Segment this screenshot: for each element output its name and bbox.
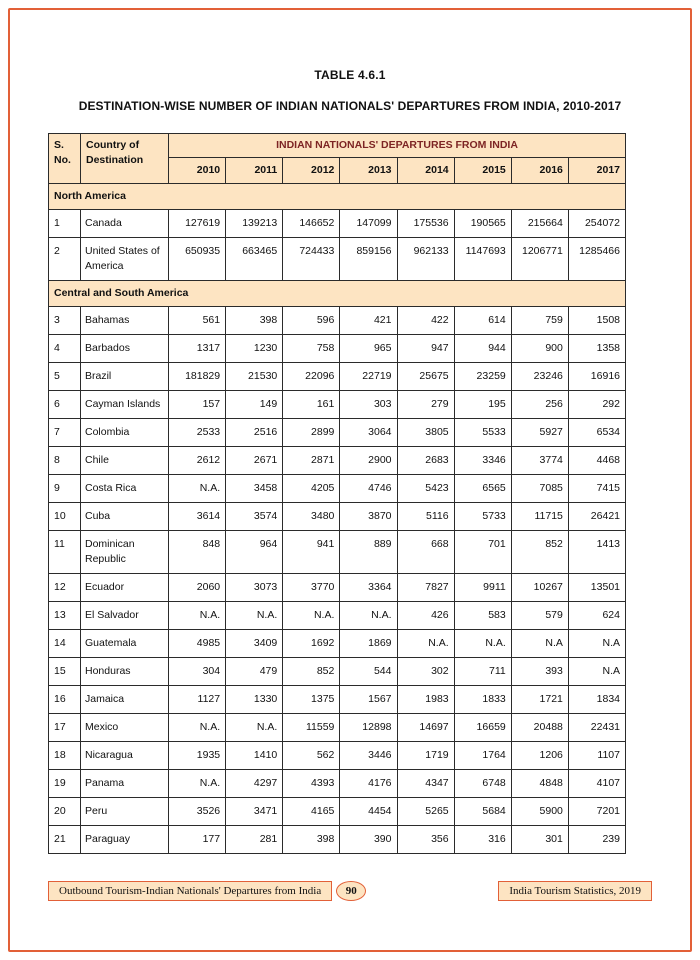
value-cell: 3446	[340, 742, 397, 770]
table-row	[49, 447, 626, 475]
value-cell: 859156	[340, 238, 397, 281]
year-column-header: 2016	[511, 158, 568, 184]
value-cell: 758	[283, 335, 340, 363]
value-cell: N.A.	[340, 602, 397, 630]
value-cell: 195	[454, 391, 511, 419]
value-cell: 5927	[511, 419, 568, 447]
sno-cell: 9	[49, 475, 81, 503]
value-cell: 759	[511, 307, 568, 335]
table-row	[49, 602, 626, 630]
sno-cell: 15	[49, 658, 81, 686]
value-cell: N.A	[568, 658, 625, 686]
country-cell: Panama	[81, 770, 169, 798]
sno-cell: 2	[49, 238, 81, 281]
value-cell: N.A.	[169, 475, 226, 503]
value-cell: 161	[283, 391, 340, 419]
value-cell: 663465	[226, 238, 283, 281]
value-cell: 316	[454, 826, 511, 854]
sno-cell: 19	[49, 770, 81, 798]
value-cell: 292	[568, 391, 625, 419]
value-cell: 1692	[283, 630, 340, 658]
table-row	[49, 630, 626, 658]
value-cell: 4848	[511, 770, 568, 798]
country-cell: Cuba	[81, 503, 169, 531]
value-cell: 22431	[568, 714, 625, 742]
value-cell: 1206771	[511, 238, 568, 281]
value-cell: 303	[340, 391, 397, 419]
value-cell: 1983	[397, 686, 454, 714]
sno-cell: 4	[49, 335, 81, 363]
value-cell: 941	[283, 531, 340, 574]
sno-cell: 1	[49, 210, 81, 238]
value-cell: 1413	[568, 531, 625, 574]
table-row	[49, 826, 626, 854]
value-cell: 2533	[169, 419, 226, 447]
country-cell: Costa Rica	[81, 475, 169, 503]
value-cell: 13501	[568, 574, 625, 602]
sno-cell: 8	[49, 447, 81, 475]
value-cell: 4393	[283, 770, 340, 798]
sno-cell: 10	[49, 503, 81, 531]
value-cell: 1127	[169, 686, 226, 714]
value-cell: 3064	[340, 419, 397, 447]
value-cell: 390	[340, 826, 397, 854]
sno-cell: 11	[49, 531, 81, 574]
sno-cell: 16	[49, 686, 81, 714]
value-cell: 23259	[454, 363, 511, 391]
footer-left-label: Outbound Tourism-Indian Nationals' Departures from India	[48, 881, 332, 901]
value-cell: 964	[226, 531, 283, 574]
value-cell: 852	[283, 658, 340, 686]
value-cell: 2871	[283, 447, 340, 475]
value-cell: 139213	[226, 210, 283, 238]
value-cell: 5116	[397, 503, 454, 531]
value-cell: 3458	[226, 475, 283, 503]
value-cell: 3073	[226, 574, 283, 602]
value-cell: 479	[226, 658, 283, 686]
value-cell: 23246	[511, 363, 568, 391]
value-cell: 7415	[568, 475, 625, 503]
sno-cell: 20	[49, 798, 81, 826]
value-cell: 356	[397, 826, 454, 854]
sno-column-header: S. No.	[49, 134, 81, 184]
value-cell: 1317	[169, 335, 226, 363]
value-cell: 2683	[397, 447, 454, 475]
value-cell: 4468	[568, 447, 625, 475]
country-cell: Nicaragua	[81, 742, 169, 770]
table-header	[49, 134, 626, 184]
value-cell: 562	[283, 742, 340, 770]
country-cell: Mexico	[81, 714, 169, 742]
value-cell: 190565	[454, 210, 511, 238]
value-cell: 2612	[169, 447, 226, 475]
year-column-header: 2015	[454, 158, 511, 184]
value-cell: 962133	[397, 238, 454, 281]
value-cell: N.A.	[169, 770, 226, 798]
country-cell: Paraguay	[81, 826, 169, 854]
value-cell: 7085	[511, 475, 568, 503]
value-cell: 256	[511, 391, 568, 419]
value-cell: 2900	[340, 447, 397, 475]
value-cell: 16659	[454, 714, 511, 742]
value-cell: 149	[226, 391, 283, 419]
value-cell: 281	[226, 826, 283, 854]
table-row	[49, 574, 626, 602]
value-cell: 1508	[568, 307, 625, 335]
value-cell: 701	[454, 531, 511, 574]
value-cell: 16916	[568, 363, 625, 391]
year-column-header: 2010	[169, 158, 226, 184]
section-label: North America	[49, 184, 626, 210]
sno-cell: 18	[49, 742, 81, 770]
value-cell: 4746	[340, 475, 397, 503]
table-row	[49, 531, 626, 574]
value-cell: 3870	[340, 503, 397, 531]
value-cell: 21530	[226, 363, 283, 391]
table-row	[49, 658, 626, 686]
value-cell: 14697	[397, 714, 454, 742]
table-row	[49, 391, 626, 419]
value-cell: 421	[340, 307, 397, 335]
value-cell: 596	[283, 307, 340, 335]
value-cell: 6565	[454, 475, 511, 503]
country-cell: Honduras	[81, 658, 169, 686]
value-cell: 5684	[454, 798, 511, 826]
value-cell: 1764	[454, 742, 511, 770]
value-cell: 711	[454, 658, 511, 686]
value-cell: 544	[340, 658, 397, 686]
value-cell: 398	[283, 826, 340, 854]
table-row	[49, 686, 626, 714]
value-cell: 5265	[397, 798, 454, 826]
value-cell: 1833	[454, 686, 511, 714]
value-cell: 398	[226, 307, 283, 335]
year-column-header: 2011	[226, 158, 283, 184]
footer-left-group	[48, 881, 366, 901]
table-body	[49, 184, 626, 854]
value-cell: 10267	[511, 574, 568, 602]
table-row	[49, 210, 626, 238]
page-title: DESTINATION-WISE NUMBER OF INDIAN NATIONALS' DEPARTURES FROM INDIA, 2010-2017	[78, 99, 622, 113]
value-cell: 3774	[511, 447, 568, 475]
value-cell: 1285466	[568, 238, 625, 281]
value-cell: 177	[169, 826, 226, 854]
sno-cell: 5	[49, 363, 81, 391]
value-cell: N.A.	[283, 602, 340, 630]
value-cell: 1567	[340, 686, 397, 714]
value-cell: 852	[511, 531, 568, 574]
value-cell: 1230	[226, 335, 283, 363]
page-footer	[48, 881, 652, 901]
table-row	[49, 475, 626, 503]
value-cell: 6748	[454, 770, 511, 798]
table-row	[49, 798, 626, 826]
value-cell: 11715	[511, 503, 568, 531]
value-cell: 4454	[340, 798, 397, 826]
value-cell: 614	[454, 307, 511, 335]
table-row	[49, 742, 626, 770]
value-cell: N.A.	[397, 630, 454, 658]
country-cell: Cayman Islands	[81, 391, 169, 419]
value-cell: 2060	[169, 574, 226, 602]
value-cell: 1869	[340, 630, 397, 658]
value-cell: 4297	[226, 770, 283, 798]
table-row	[49, 363, 626, 391]
year-column-header: 2013	[340, 158, 397, 184]
value-cell: 1206	[511, 742, 568, 770]
year-column-header: 2014	[397, 158, 454, 184]
country-column-header: Country of Destination	[81, 134, 169, 184]
value-cell: 146652	[283, 210, 340, 238]
value-cell: N.A.	[169, 714, 226, 742]
value-cell: 1410	[226, 742, 283, 770]
value-cell: 965	[340, 335, 397, 363]
value-cell: 4205	[283, 475, 340, 503]
value-cell: 26421	[568, 503, 625, 531]
value-cell: 583	[454, 602, 511, 630]
sno-cell: 13	[49, 602, 81, 630]
country-cell: Canada	[81, 210, 169, 238]
header-row-top	[49, 134, 626, 158]
value-cell: 181829	[169, 363, 226, 391]
value-cell: 25675	[397, 363, 454, 391]
value-cell: 1330	[226, 686, 283, 714]
country-cell: Jamaica	[81, 686, 169, 714]
country-cell: Ecuador	[81, 574, 169, 602]
value-cell: 561	[169, 307, 226, 335]
year-column-header: 2017	[568, 158, 625, 184]
value-cell: 22719	[340, 363, 397, 391]
table-row	[49, 307, 626, 335]
value-cell: N.A.	[454, 630, 511, 658]
value-cell: 1375	[283, 686, 340, 714]
table-row	[49, 503, 626, 531]
sno-cell: 14	[49, 630, 81, 658]
country-cell: Brazil	[81, 363, 169, 391]
country-cell: Colombia	[81, 419, 169, 447]
value-cell: 157	[169, 391, 226, 419]
value-cell: 650935	[169, 238, 226, 281]
value-cell: N.A	[568, 630, 625, 658]
value-cell: 900	[511, 335, 568, 363]
value-cell: 239	[568, 826, 625, 854]
country-cell: United States of America	[81, 238, 169, 281]
value-cell: 175536	[397, 210, 454, 238]
sno-cell: 3	[49, 307, 81, 335]
value-cell: 3346	[454, 447, 511, 475]
value-cell: N.A	[511, 630, 568, 658]
departures-table	[48, 133, 626, 854]
value-cell: 422	[397, 307, 454, 335]
value-cell: 304	[169, 658, 226, 686]
value-cell: 889	[340, 531, 397, 574]
section-label: Central and South America	[49, 281, 626, 307]
value-cell: 4107	[568, 770, 625, 798]
value-cell: N.A.	[226, 602, 283, 630]
value-cell: 4985	[169, 630, 226, 658]
value-cell: N.A.	[169, 602, 226, 630]
value-cell: 5900	[511, 798, 568, 826]
country-cell: Barbados	[81, 335, 169, 363]
value-cell: 9911	[454, 574, 511, 602]
value-cell: 4176	[340, 770, 397, 798]
value-cell: 127619	[169, 210, 226, 238]
value-cell: 4347	[397, 770, 454, 798]
value-cell: 2671	[226, 447, 283, 475]
departures-span-header: INDIAN NATIONALS' DEPARTURES FROM INDIA	[169, 134, 626, 158]
country-cell: Guatemala	[81, 630, 169, 658]
value-cell: 6534	[568, 419, 625, 447]
value-cell: 848	[169, 531, 226, 574]
value-cell: 20488	[511, 714, 568, 742]
value-cell: 3770	[283, 574, 340, 602]
table-row	[49, 335, 626, 363]
value-cell: 1719	[397, 742, 454, 770]
value-cell: 3805	[397, 419, 454, 447]
value-cell: 1107	[568, 742, 625, 770]
value-cell: 3614	[169, 503, 226, 531]
country-cell: Dominican Republic	[81, 531, 169, 574]
value-cell: 302	[397, 658, 454, 686]
sno-cell: 17	[49, 714, 81, 742]
value-cell: 3480	[283, 503, 340, 531]
value-cell: 22096	[283, 363, 340, 391]
value-cell: N.A.	[226, 714, 283, 742]
table-number-title: TABLE 4.6.1	[314, 68, 386, 82]
value-cell: 301	[511, 826, 568, 854]
value-cell: 3409	[226, 630, 283, 658]
value-cell: 944	[454, 335, 511, 363]
value-cell: 279	[397, 391, 454, 419]
value-cell: 147099	[340, 210, 397, 238]
value-cell: 4165	[283, 798, 340, 826]
value-cell: 1834	[568, 686, 625, 714]
value-cell: 3526	[169, 798, 226, 826]
value-cell: 12898	[340, 714, 397, 742]
value-cell: 5533	[454, 419, 511, 447]
page-number-badge: 90	[336, 881, 366, 901]
value-cell: 5423	[397, 475, 454, 503]
sno-cell: 7	[49, 419, 81, 447]
sno-cell: 12	[49, 574, 81, 602]
value-cell: 1147693	[454, 238, 511, 281]
sno-cell: 6	[49, 391, 81, 419]
section-row	[49, 184, 626, 210]
value-cell: 3471	[226, 798, 283, 826]
value-cell: 1721	[511, 686, 568, 714]
country-cell: Peru	[81, 798, 169, 826]
value-cell: 393	[511, 658, 568, 686]
table-row	[49, 714, 626, 742]
value-cell: 11559	[283, 714, 340, 742]
value-cell: 7201	[568, 798, 625, 826]
value-cell: 1935	[169, 742, 226, 770]
value-cell: 724433	[283, 238, 340, 281]
table-row	[49, 770, 626, 798]
value-cell: 668	[397, 531, 454, 574]
footer-right-label: India Tourism Statistics, 2019	[498, 881, 652, 901]
value-cell: 426	[397, 602, 454, 630]
sno-cell: 21	[49, 826, 81, 854]
table-row	[49, 419, 626, 447]
value-cell: 1358	[568, 335, 625, 363]
country-cell: Bahamas	[81, 307, 169, 335]
year-column-header: 2012	[283, 158, 340, 184]
value-cell: 7827	[397, 574, 454, 602]
value-cell: 2516	[226, 419, 283, 447]
country-cell: Chile	[81, 447, 169, 475]
value-cell: 254072	[568, 210, 625, 238]
value-cell: 579	[511, 602, 568, 630]
table-row	[49, 238, 626, 281]
value-cell: 624	[568, 602, 625, 630]
value-cell: 3574	[226, 503, 283, 531]
value-cell: 2899	[283, 419, 340, 447]
value-cell: 3364	[340, 574, 397, 602]
country-cell: El Salvador	[81, 602, 169, 630]
value-cell: 5733	[454, 503, 511, 531]
section-row	[49, 281, 626, 307]
value-cell: 215664	[511, 210, 568, 238]
value-cell: 947	[397, 335, 454, 363]
